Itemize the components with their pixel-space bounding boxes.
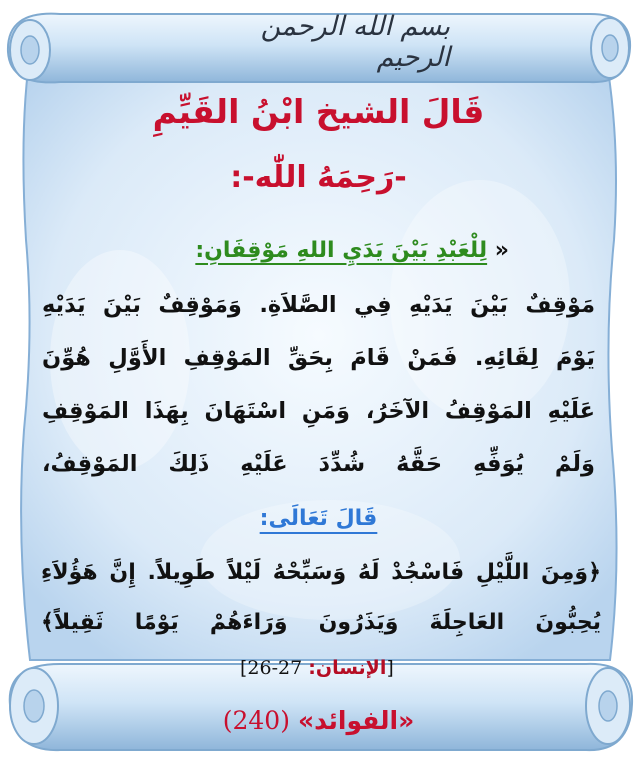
source-book: «الفوائد» (297, 706, 415, 735)
source-citation (0, 706, 637, 735)
source-page: (240) (222, 706, 290, 735)
verse-intro (0, 506, 637, 531)
body-line-2: يَوْمَ لِقَائِهِ. فَمَنْ قَامَ بِحَقِّ المَوْقِفِ الأَوَّلِ هُوِّنَ (42, 345, 595, 371)
opening-line (195, 238, 509, 263)
verse-line-1: ﴿وَمِنَ اللَّيْلِ فَاسْجُدْ لَهُ وَسَبِّحْهُ لَيْلاً طَوِيلاً. إِنَّ هَؤُلاَءِ (41, 560, 601, 585)
body-line-3: عَلَيْهِ المَوْقِفُ الآخَرُ، وَمَنِ اسْتَهَانَ بِهَذَا المَوْقِفِ (42, 398, 595, 424)
body-line-4: وَلَمْ يُوَفِّهِ حَقَّهُ شُدِّدَ عَلَيْهِ ذَلِكَ المَوْقِفُ، (42, 451, 595, 477)
reference-verses: 26-27 (247, 657, 303, 679)
verse-line-2: يُحِبُّونَ العَاجِلَةَ وَيَذَرُونَ وَرَاءَهُمْ يَوْمًا ثَقِيلاً﴾ (41, 610, 601, 635)
body-line-1: مَوْقِفٌ بَيْنَ يَدَيْهِ فِي الصَّلاَةِ. وَمَوْقِفٌ بَيْنَ يَدَيْهِ (42, 292, 595, 318)
basmala-calligraphy: بسم الله الرحمن الرحيم (260, 11, 450, 73)
page-subtitle: -رَحِمَهُ اللّٰه-: (230, 160, 407, 195)
verse-reference (240, 657, 394, 679)
reference-close-bracket: ] (240, 657, 248, 679)
opening-quote-mark: « (494, 238, 509, 263)
verse-intro-text: قَالَ تَعَالَى: (259, 506, 378, 531)
reference-open-bracket: [ (386, 657, 394, 679)
reference-surah: الإنسان: (308, 657, 387, 679)
page-title: قَالَ الشيخ ابْنُ القَيِّمِ (152, 92, 485, 131)
opening-highlight: لِلْعَبْدِ بَيْنَ يَدَيِ اللهِ مَوْقِفَانِ: (195, 238, 488, 263)
